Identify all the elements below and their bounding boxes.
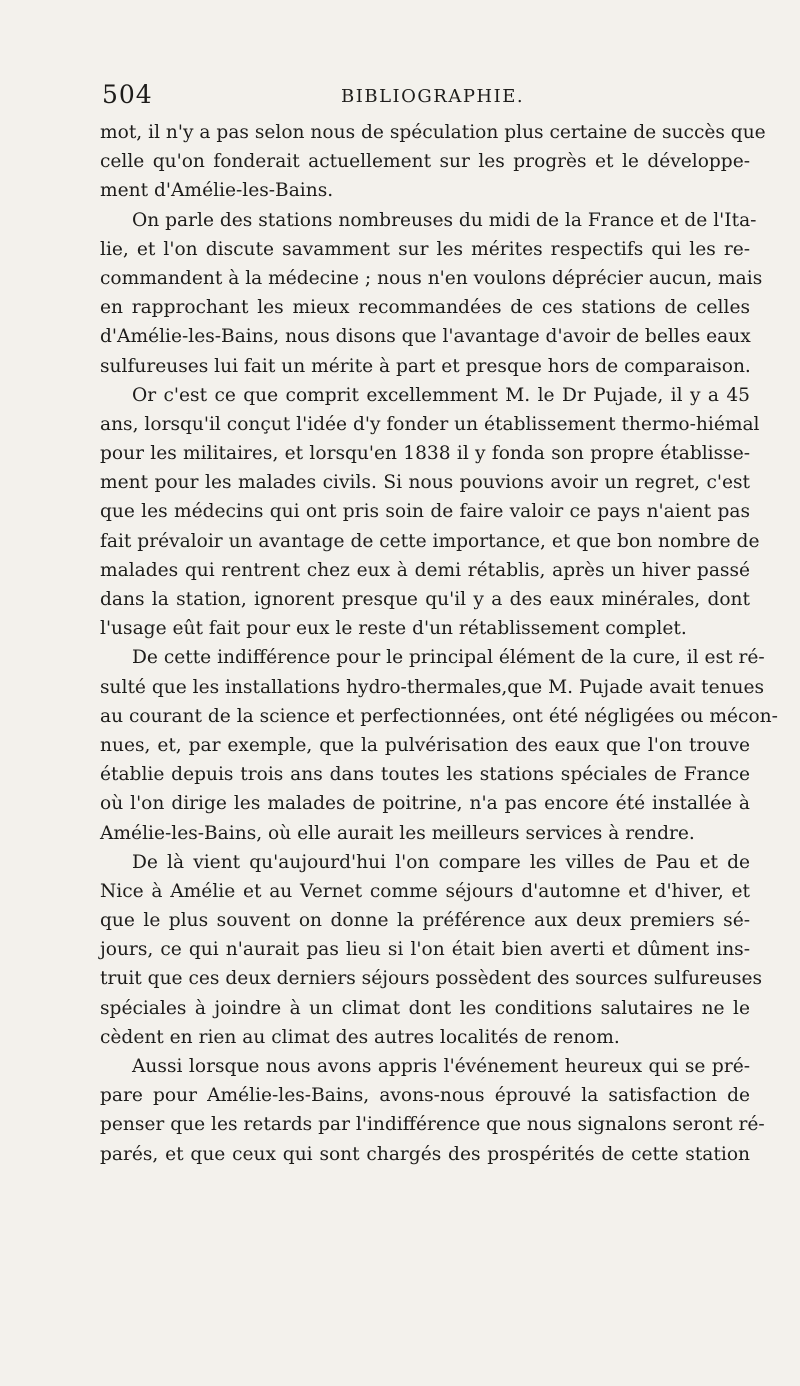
paragraph-start-line: Aussi lorsque nous avons appris l'événement heureux qui se pré- (132, 1056, 750, 1077)
paragraph-start-line: De là vient qu'aujourd'hui l'on compare les villes de Pau et de (132, 851, 750, 873)
section-title: BIBLIOGRAPHIE. (341, 86, 525, 107)
text-line: sulté que les installations hydro-thermales,que M. Pujade avait tenues (100, 676, 765, 698)
text-line: l'usage eût fait pour eux le reste d'un rétablissement complet. (100, 618, 687, 640)
paragraph-start-line: De cette indifférence pour le principal élément de la cure, il est ré- (132, 647, 765, 669)
text-line: sulfureuses lui fait un mérite à part et presque hors de comparaison. (100, 355, 751, 377)
text-line: spéciales à joindre à un climat dont les conditions salutaires ne le (100, 997, 750, 1019)
text-line: pare pour Amélie-les-Bains, avons-nous éprouvé la satisfaction de (100, 1085, 750, 1107)
text-line: que le plus souvent on donne la préférence aux deux premiers sé- (100, 910, 750, 932)
text-line: Nice à Amélie et au Vernet comme séjours d'automne et d'hiver, et (100, 880, 750, 902)
page-number: 504 (102, 80, 153, 109)
text-line: ment pour les malades civils. Si nous pouvions avoir un regret, c'est (100, 472, 750, 494)
text-line: d'Amélie-les-Bains, nous disons que l'avantage d'avoir de belles eaux (100, 326, 751, 348)
text-line: cèdent en rien au climat des autres localités de renom. (100, 1026, 620, 1048)
text-line: commandent à la médecine ; nous n'en voulons déprécier aucun, mais (100, 267, 763, 289)
text-line: Amélie-les-Bains, où elle aurait les meilleurs services à rendre. (100, 822, 695, 844)
text-line: celle qu'on fonderait actuellement sur les progrès et le développe- (100, 151, 750, 173)
text-line: au courant de la science et perfectionnées, ont été négligées ou mécon- (100, 705, 778, 727)
text-line: ans, lorsqu'il conçut l'idée d'y fonder un établissement thermo-hiémal (100, 413, 760, 435)
body-text (100, 118, 778, 1169)
text-line: établie depuis trois ans dans toutes les stations spéciales de France (100, 764, 750, 786)
text-line: jours, ce qui n'aurait pas lieu si l'on était bien averti et dûment ins- (100, 939, 750, 961)
text-line: ment d'Amélie-les-Bains. (100, 180, 334, 202)
text-line: fait prévaloir un avantage de cette importance, et que bon nombre de (100, 530, 760, 552)
text-line: malades qui rentrent chez eux à demi rétablis, après un hiver passé (100, 559, 750, 581)
text-line: que les médecins qui ont pris soin de faire valoir ce pays n'aient pas (100, 501, 750, 523)
paragraph-start-line: On parle des stations nombreuses du midi de la France et de l'Ita- (132, 209, 757, 231)
text-line: mot, il n'y a pas selon nous de spéculation plus certaine de succès que (100, 122, 766, 143)
text-line: où l'on dirige les malades de poitrine, n'a pas encore été installée à (100, 793, 750, 815)
text-line: parés, et que ceux qui sont chargés des prospérités de cette station (100, 1143, 750, 1165)
running-head (0, 80, 800, 110)
text-line: truit que ces deux derniers séjours possèdent des sources sulfureuses (100, 968, 763, 990)
text-line: nues, et, par exemple, que la pulvérisation des eaux que l'on trouve (100, 734, 750, 756)
text-line: pour les militaires, et lorsqu'en 1838 il y fonda son propre établisse- (100, 443, 750, 465)
text-line: lie, et l'on discute savamment sur les mérites respectifs qui les re- (100, 238, 750, 260)
text-line: dans la station, ignorent presque qu'il y a des eaux minérales, dont (100, 589, 750, 610)
text-line: penser que les retards par l'indifférence que nous signalons seront ré- (100, 1114, 765, 1136)
paragraph-start-line: Or c'est ce que comprit excellemment M. le Dr Pujade, il y a 45 (132, 384, 750, 406)
text-line: en rapprochant les mieux recommandées de ces stations de celles (100, 297, 750, 319)
